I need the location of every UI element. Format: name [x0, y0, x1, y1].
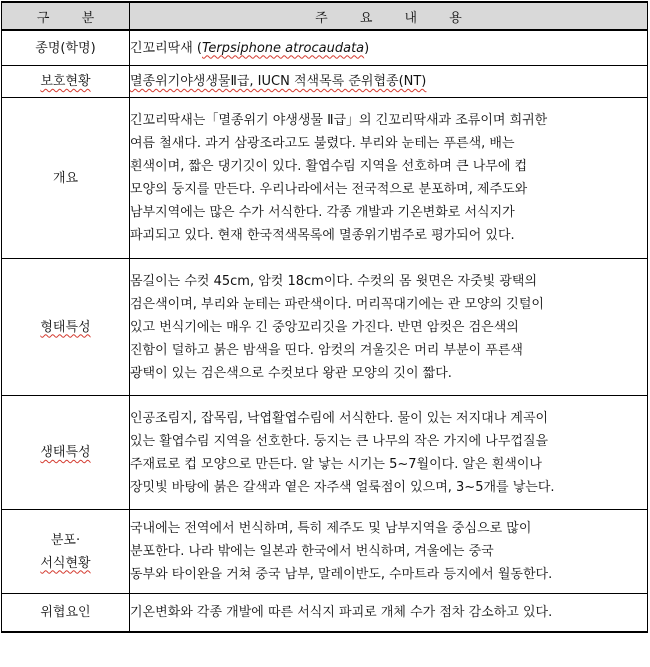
ecology-line: 주재료로 컵 모양으로 만든다. 알 낳는 시기는 5~7월이다. 알은 흰색이나 [130, 456, 542, 472]
morphology-line: 진함이 덜하고 붉은 밤색을 띤다. 암컷의 겨울깃은 머리 부분이 푸른색 [130, 342, 523, 358]
morphology-line: 검은색이며, 부리와 눈테는 파란색이다. 머리꼭대기에는 관 모양의 깃털이 [130, 296, 544, 312]
distribution-line: 국내에는 전역에서 번식하며, 특히 제주도 및 남부지역을 중심으로 많이 [130, 521, 532, 536]
row-content-distribution [130, 510, 648, 594]
table-header-row [2, 2, 648, 30]
species-scientific-name: Terpsiphone atrocaudata [202, 40, 365, 56]
species-korean-name: 긴꼬리딱새 [130, 40, 193, 56]
status-label-text: 보호현황 [40, 74, 91, 89]
ecology-line: 장밋빛 바탕에 붉은 갈색과 옅은 자주색 얼룩점이 있으며, 3~5개를 낳는다. [130, 479, 555, 495]
morphology-label-text: 형태특성 [40, 319, 91, 335]
table-row-status [2, 66, 648, 98]
overview-line: 파괴되고 있다. 현재 한국적색목록에 멸종위기범주로 평가되어 있다. [130, 228, 515, 243]
table-row-threat [2, 594, 648, 633]
row-content-status [130, 66, 648, 98]
species-label-text: 종명(학명) [35, 40, 96, 56]
species-paren-close: ) [364, 40, 370, 56]
ecology-label-text: 생태특성 [40, 445, 91, 460]
overview-line: 긴꼬리딱새는「멸종위기 야생생물 Ⅱ급」의 긴꼬리딱새과 조류이며 희귀한 [130, 113, 548, 128]
table-row-morphology [2, 259, 648, 396]
ecology-line: 인공조림지, 잡목림, 낙엽활엽수림에 서식한다. 물이 있는 저지대나 계곡이 [130, 410, 549, 426]
row-label-species [2, 30, 130, 66]
row-content-morphology [130, 259, 648, 396]
row-content-species [130, 30, 648, 66]
ecology-line: 있는 활엽수림 지역을 선호한다. 둥지는 큰 나무의 작은 가지에 나무껍질을 [130, 433, 549, 449]
threat-label-text: 위협요인 [40, 605, 91, 620]
table-row-species [2, 30, 648, 66]
table-row-distribution [2, 510, 648, 594]
table-row-ecology [2, 396, 648, 510]
table-row-overview [2, 98, 648, 259]
header-main-content-label: 주 요 내 용 [315, 10, 476, 26]
species-name-line [130, 37, 647, 60]
status-text: 멸종위기야생생물Ⅱ급, IUCN 적색목록 준위협종(NT) [130, 74, 427, 89]
row-label-threat [2, 594, 130, 633]
header-category [2, 2, 130, 30]
morphology-line: 몸길이는 수컷 45cm, 암컷 18cm이다. 수컷의 몸 윗면은 자줏빛 광택의 [130, 273, 537, 289]
header-category-label: 구 분 [36, 10, 109, 26]
overview-line: 여름 철새다. 과거 삼광조라고도 불렸다. 부리와 눈테는 푸른색, 배는 [130, 136, 515, 151]
row-label-ecology [2, 396, 130, 510]
row-label-status [2, 66, 130, 98]
row-content-ecology [130, 396, 648, 510]
overview-line: 흰색이며, 짧은 댕기깃이 있다. 활엽수림 지역을 선호하며 큰 나무에 컵 [130, 159, 528, 174]
row-label-distribution [2, 510, 130, 594]
overview-line: 남부지역에는 많은 수가 서식한다. 각종 개발과 기온변화로 서식지가 [130, 205, 515, 220]
distribution-label-line1: 분포· [50, 532, 81, 548]
morphology-line: 있고 번식기에는 매우 긴 중앙꼬리깃을 가진다. 반면 암컷은 검은색의 [130, 319, 519, 335]
row-content-overview [130, 98, 648, 259]
row-label-overview [2, 98, 130, 259]
overview-label-text: 개요 [52, 170, 79, 186]
threat-text: 기온변화와 각종 개발에 따른 서식지 파괴로 개체 수가 점차 감소하고 있다. [130, 605, 553, 620]
overview-line: 모양의 둥지를 만든다. 우리나라에서는 전국적으로 분포하며, 제주도와 [130, 182, 528, 197]
distribution-label-line2: 서식현황 [40, 555, 91, 571]
species-info-table [1, 1, 648, 633]
distribution-line: 동부와 타이완을 거쳐 중국 남부, 말레이반도, 수마트라 등지에서 월동한다. [130, 567, 553, 582]
header-main-content [130, 2, 648, 30]
row-label-morphology [2, 259, 130, 396]
species-paren-open: ( [192, 40, 203, 56]
row-content-threat [130, 594, 648, 633]
distribution-line: 분포한다. 나라 밖에는 일본과 한국에서 번식하며, 겨울에는 중국 [130, 544, 494, 559]
morphology-line: 광택이 있는 검은색으로 수컷보다 왕관 모양의 깃이 짧다. [130, 365, 452, 381]
